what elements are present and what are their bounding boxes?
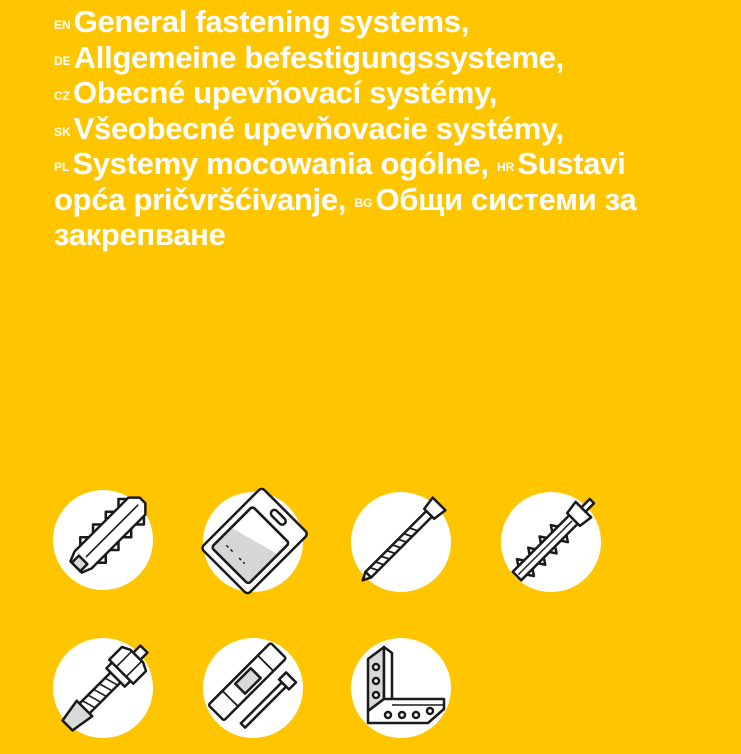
screw-icon bbox=[348, 485, 458, 595]
title-segment-de: $^{DE}$Allgemeine befestigungssysteme, bbox=[54, 39, 564, 75]
title-segment-sk: $^{SK}$Všeobecné upevňovacie systémy, bbox=[54, 110, 564, 146]
wall-plug-icon bbox=[50, 485, 160, 595]
title-segment-pl: $^{PL}$Systemy mocowania ogólne, bbox=[54, 146, 489, 181]
title-segment-hr: $^{HR}$Sustavi opća pričvršćivanje, bbox=[54, 146, 626, 217]
title-segment-en: $^{EN}$General fastening systems, bbox=[54, 4, 470, 39]
angle-bracket-icon bbox=[348, 633, 458, 743]
blister-pack-icon bbox=[200, 485, 310, 595]
sleeve-anchor-icon bbox=[200, 633, 310, 743]
nail-plug-icon bbox=[498, 485, 608, 595]
title-segment-bg: $^{BG}$Общи системи за закрепване bbox=[54, 181, 637, 252]
title-segment-cz: $^{CZ}$Obecné upevňovací systémy, bbox=[54, 75, 498, 110]
wedge-anchor-icon bbox=[50, 633, 160, 743]
